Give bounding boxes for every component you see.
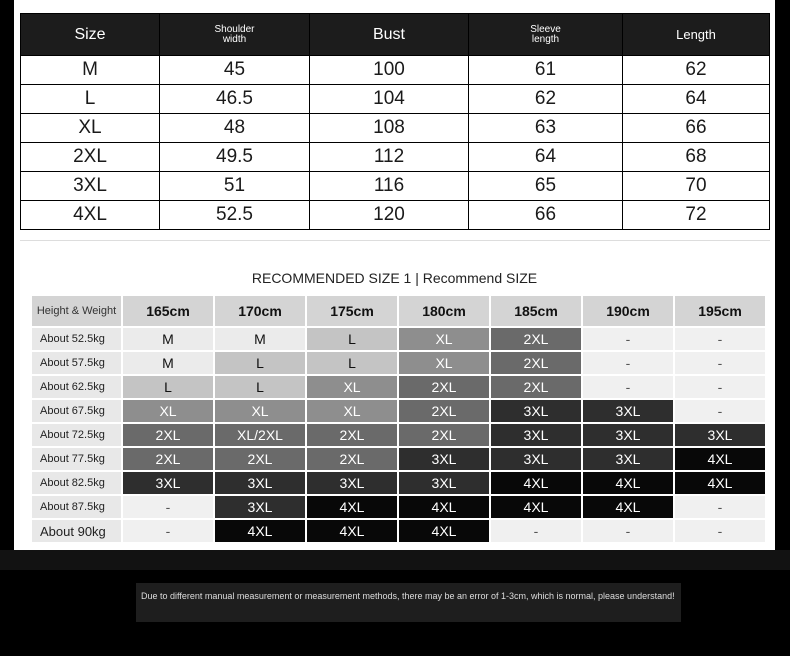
recommended-size-cell: 4XL bbox=[583, 496, 673, 518]
measurement-cell: 100 bbox=[310, 56, 469, 85]
recommended-size-cell: XL bbox=[123, 400, 213, 422]
recommended-size-cell: - bbox=[675, 328, 765, 350]
measurement-cell: 65 bbox=[469, 172, 623, 201]
section-divider bbox=[20, 240, 770, 241]
measurement-cell: 120 bbox=[310, 201, 469, 230]
measurement-cell: 51 bbox=[160, 172, 310, 201]
size-table-header-cell: Size bbox=[21, 14, 160, 56]
recommended-size-cell: 2XL bbox=[491, 376, 581, 398]
measurement-cell: 63 bbox=[469, 114, 623, 143]
recommended-size-cell: 4XL bbox=[399, 496, 489, 518]
recommended-size-cell: M bbox=[123, 328, 213, 350]
recommended-size-cell: 3XL bbox=[583, 424, 673, 446]
size-table-row bbox=[21, 201, 770, 230]
size-measurement-table bbox=[20, 13, 770, 230]
recommended-size-cell: 3XL bbox=[491, 400, 581, 422]
recommended-size-cell: - bbox=[583, 520, 673, 542]
measurement-cell: 48 bbox=[160, 114, 310, 143]
measurement-cell: 112 bbox=[310, 143, 469, 172]
recommended-size-cell: 2XL bbox=[491, 352, 581, 374]
recommended-size-cell: 2XL bbox=[307, 424, 397, 446]
recommended-size-cell: 2XL bbox=[399, 424, 489, 446]
recommend-title: RECOMMENDED SIZE 1 | Recommend SIZE bbox=[251, 270, 538, 286]
recommended-size-cell: XL bbox=[399, 328, 489, 350]
recommended-size-cell: - bbox=[583, 376, 673, 398]
weight-label-cell: About 52.5kg bbox=[32, 328, 121, 350]
size-table-row bbox=[21, 172, 770, 201]
weight-label-cell: About 87.5kg bbox=[32, 496, 121, 518]
measurement-cell: 116 bbox=[310, 172, 469, 201]
recommend-size-table bbox=[30, 294, 767, 544]
measurement-cell: 64 bbox=[469, 143, 623, 172]
size-guide-card bbox=[14, 0, 775, 550]
measurement-cell: 66 bbox=[623, 114, 770, 143]
size-table-row bbox=[21, 56, 770, 85]
recommended-size-cell: 4XL bbox=[307, 520, 397, 542]
recommended-size-cell: L bbox=[215, 352, 305, 374]
recommended-size-cell: M bbox=[215, 328, 305, 350]
recommended-size-cell: 2XL bbox=[123, 448, 213, 470]
recommended-size-cell: 3XL bbox=[675, 424, 765, 446]
recommended-size-cell: 4XL bbox=[675, 448, 765, 470]
measurement-cell: 62 bbox=[469, 85, 623, 114]
weight-label-cell: About 77.5kg bbox=[32, 448, 121, 470]
measurement-cell: 64 bbox=[623, 85, 770, 114]
recommended-size-cell: 3XL bbox=[583, 448, 673, 470]
recommended-size-cell: 4XL bbox=[399, 520, 489, 542]
recommend-row bbox=[32, 424, 765, 446]
size-table-header-cell: Bust bbox=[310, 14, 469, 56]
size-label-cell: XL bbox=[21, 114, 160, 143]
weight-label-cell: About 90kg bbox=[32, 520, 121, 542]
recommend-row bbox=[32, 328, 765, 350]
recommended-size-cell: - bbox=[675, 400, 765, 422]
recommended-size-cell: 3XL bbox=[215, 496, 305, 518]
weight-label-cell: About 82.5kg bbox=[32, 472, 121, 494]
recommended-size-cell: 3XL bbox=[123, 472, 213, 494]
recommended-size-cell: 4XL bbox=[491, 496, 581, 518]
recommended-size-cell: - bbox=[675, 496, 765, 518]
recommended-size-cell: 2XL bbox=[123, 424, 213, 446]
recommended-size-cell: - bbox=[675, 376, 765, 398]
measurement-cell: 49.5 bbox=[160, 143, 310, 172]
recommended-size-cell: - bbox=[491, 520, 581, 542]
size-table-header-cell: Length bbox=[623, 14, 770, 56]
recommended-size-cell: 4XL bbox=[491, 472, 581, 494]
recommended-size-cell: 4XL bbox=[675, 472, 765, 494]
measurement-cell: 104 bbox=[310, 85, 469, 114]
footer-band bbox=[0, 550, 790, 570]
recommend-row bbox=[32, 448, 765, 470]
recommended-size-cell: 2XL bbox=[215, 448, 305, 470]
measurement-cell: 108 bbox=[310, 114, 469, 143]
measurement-note: Due to different manual measurement or measurement methods, there may be an error of 1-3cm, which is normal, please understand! bbox=[136, 583, 681, 622]
size-table-row bbox=[21, 143, 770, 172]
measurement-cell: 61 bbox=[469, 56, 623, 85]
size-table-row bbox=[21, 114, 770, 143]
weight-label-cell: About 62.5kg bbox=[32, 376, 121, 398]
recommend-row bbox=[32, 400, 765, 422]
size-label-cell: L bbox=[21, 85, 160, 114]
size-table-header-row bbox=[21, 14, 770, 56]
recommended-size-cell: 3XL bbox=[399, 472, 489, 494]
recommended-size-cell: M bbox=[123, 352, 213, 374]
height-header-cell: 180cm bbox=[399, 296, 489, 326]
recommended-size-cell: 2XL bbox=[399, 376, 489, 398]
measurement-cell: 68 bbox=[623, 143, 770, 172]
recommended-size-cell: L bbox=[123, 376, 213, 398]
recommend-row bbox=[32, 496, 765, 518]
recommended-size-cell: 4XL bbox=[215, 520, 305, 542]
recommended-size-cell: L bbox=[307, 328, 397, 350]
recommended-size-cell: L bbox=[307, 352, 397, 374]
recommend-row bbox=[32, 352, 765, 374]
recommended-size-cell: - bbox=[123, 520, 213, 542]
recommended-size-cell: 4XL bbox=[583, 472, 673, 494]
recommended-size-cell: - bbox=[583, 328, 673, 350]
measurement-cell: 72 bbox=[623, 201, 770, 230]
measurement-cell: 46.5 bbox=[160, 85, 310, 114]
recommended-size-cell: - bbox=[123, 496, 213, 518]
recommended-size-cell: XL bbox=[399, 352, 489, 374]
recommended-size-cell: 3XL bbox=[491, 448, 581, 470]
recommended-size-cell: - bbox=[675, 520, 765, 542]
recommend-row bbox=[32, 520, 765, 542]
size-label-cell: M bbox=[21, 56, 160, 85]
recommended-size-cell: 4XL bbox=[307, 496, 397, 518]
recommended-size-cell: 3XL bbox=[399, 448, 489, 470]
measurement-cell: 62 bbox=[623, 56, 770, 85]
size-table-header-cell: Shoulder width bbox=[160, 14, 310, 56]
recommended-size-cell: 2XL bbox=[491, 328, 581, 350]
weight-label-cell: About 72.5kg bbox=[32, 424, 121, 446]
recommended-size-cell: XL bbox=[307, 376, 397, 398]
height-header-cell: 175cm bbox=[307, 296, 397, 326]
size-table-row bbox=[21, 85, 770, 114]
height-header-cell: 185cm bbox=[491, 296, 581, 326]
size-label-cell: 2XL bbox=[21, 143, 160, 172]
recommended-size-cell: 3XL bbox=[491, 424, 581, 446]
recommended-size-cell: XL/2XL bbox=[215, 424, 305, 446]
recommended-size-cell: XL bbox=[307, 400, 397, 422]
recommended-size-cell: XL bbox=[215, 400, 305, 422]
weight-label-cell: About 67.5kg bbox=[32, 400, 121, 422]
recommend-row bbox=[32, 376, 765, 398]
height-header-cell: 190cm bbox=[583, 296, 673, 326]
recommended-size-cell: 3XL bbox=[307, 472, 397, 494]
weight-label-cell: About 57.5kg bbox=[32, 352, 121, 374]
size-label-cell: 3XL bbox=[21, 172, 160, 201]
recommend-row bbox=[32, 472, 765, 494]
recommended-size-cell: 2XL bbox=[399, 400, 489, 422]
recommended-size-cell: 2XL bbox=[307, 448, 397, 470]
size-label-cell: 4XL bbox=[21, 201, 160, 230]
recommend-header-row bbox=[32, 296, 765, 326]
measurement-cell: 45 bbox=[160, 56, 310, 85]
recommended-size-cell: - bbox=[583, 352, 673, 374]
size-table-header-cell: Sleeve length bbox=[469, 14, 623, 56]
height-header-cell: 165cm bbox=[123, 296, 213, 326]
recommended-size-cell: 3XL bbox=[215, 472, 305, 494]
height-weight-corner-label: Height & Weight bbox=[32, 296, 121, 326]
recommended-size-cell: 3XL bbox=[583, 400, 673, 422]
measurement-cell: 70 bbox=[623, 172, 770, 201]
height-header-cell: 170cm bbox=[215, 296, 305, 326]
measurement-cell: 52.5 bbox=[160, 201, 310, 230]
recommended-size-cell: - bbox=[675, 352, 765, 374]
measurement-cell: 66 bbox=[469, 201, 623, 230]
recommended-size-cell: L bbox=[215, 376, 305, 398]
height-header-cell: 195cm bbox=[675, 296, 765, 326]
